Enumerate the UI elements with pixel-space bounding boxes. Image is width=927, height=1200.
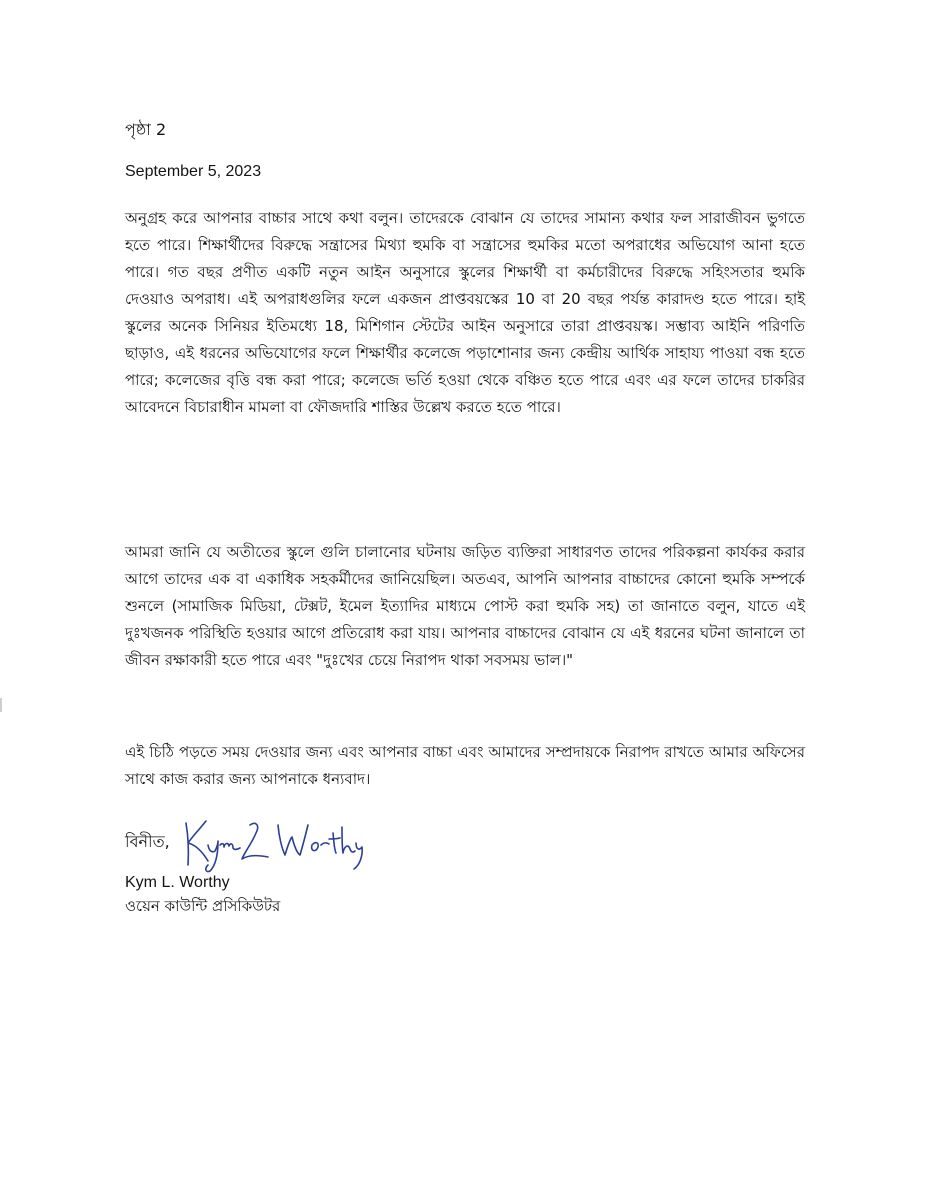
closing: বিনীত,: [125, 832, 170, 851]
body-paragraph-2: আমরা জানি যে অতীতের স্কুলে গুলি চালানোর ঘটনায় জড়িত ব্যক্তিরা সাধারণত তাদের পরিকল্পনা কার্যকর করার আগে তাদের এক বা একাধিক সহকর্মীদের জানিয়েছিল। অতএব, আপনি আপনার বাচ্চাদের কোনো হুমকি সম্পর্কে শুনলে (সামাজিক মিডিয়া, টেক্সট, ইমেল ইত্যাদির মাধ্যমে পোস্ট করা হুমকি সহ) তা জানাতে বলুন, যাতে এই দুঃখজনক পরিস্থিতি হওয়ার আগে প্রতিরোধ করা যায়। আপনার বাচ্চাদের বোঝান যে এই ধরনের ঘটনা জানালে তা জীবন রক্ষাকারী হতে পারে এবং "দুঃখের চেয়ে নিরাপদ থাকা সবসময় ভাল।": [125, 543, 805, 669]
handwritten-signature: [178, 815, 368, 873]
signer-title: ওয়েন কাউন্টি প্রসিকিউটর: [125, 897, 281, 915]
body-paragraph-3: এই চিঠি পড়তে সময় দেওয়ার জন্য এবং আপনার বাচ্চা এবং আমাদের সম্প্রদায়কে নিরাপদ রাখতে আমার অফিসের সাথে কাজ করার জন্য আপনাকে ধন্যবাদ।: [125, 743, 805, 788]
page-number: পৃষ্ঠা 2: [125, 120, 167, 139]
body-paragraph-1: অনুগ্রহ করে আপনার বাচ্চার সাথে কথা বলুন। তাদেরকে বোঝান যে তাদের সামান্য কথার ফল সারাজীবন ভুগতে হতে পারে। শিক্ষার্থীদের বিরুদ্ধে সন্ত্রাসের মিথ্যা হুমকি বা সন্ত্রাসের হুমকির মতো অপরাধের অভিযোগ আনা হতে পারে। গত বছর প্রণীত একটি নতুন আইন অনুসারে স্কুলের শিক্ষার্থী বা কর্মচারীদের বিরুদ্ধে সহিংসতার হুমকি দেওয়াও অপরাধ। এই অপরাধগুলির ফলে একজন প্রাপ্তবয়স্কের 10 বা 20 বছর পর্যন্ত কারাদণ্ড হতে পারে। হাই স্কুলের অনেক সিনিয়র ইতিমধ্যে 18, মিশিগান স্টেটের আইন অনুসারে তারা প্রাপ্তবয়স্ক। সম্ভাব্য আইনি পরিণতি ছাড়াও, এই ধরনের অভিযোগের ফলে শিক্ষার্থীর কলেজে পড়াশোনার জন্য কেন্দ্রীয় আর্থিক সাহায্য পাওয়া বন্ধ হতে পারে; কলেজের বৃত্তি বন্ধ করা পারে; কলেজে ভর্তি হওয়া থেকে বঞ্চিত হতে পারে এবং এর ফলে তাদের চাকরির আবেদনে বিচারাধীন মামলা বা ফৌজদারি শাস্তির উল্লেখ করতে হতে পারে।: [125, 209, 805, 416]
scan-edge-mark: [0, 698, 2, 712]
letter-date: September 5, 2023: [125, 163, 262, 180]
signer-name: Kym L. Worthy: [125, 874, 230, 891]
